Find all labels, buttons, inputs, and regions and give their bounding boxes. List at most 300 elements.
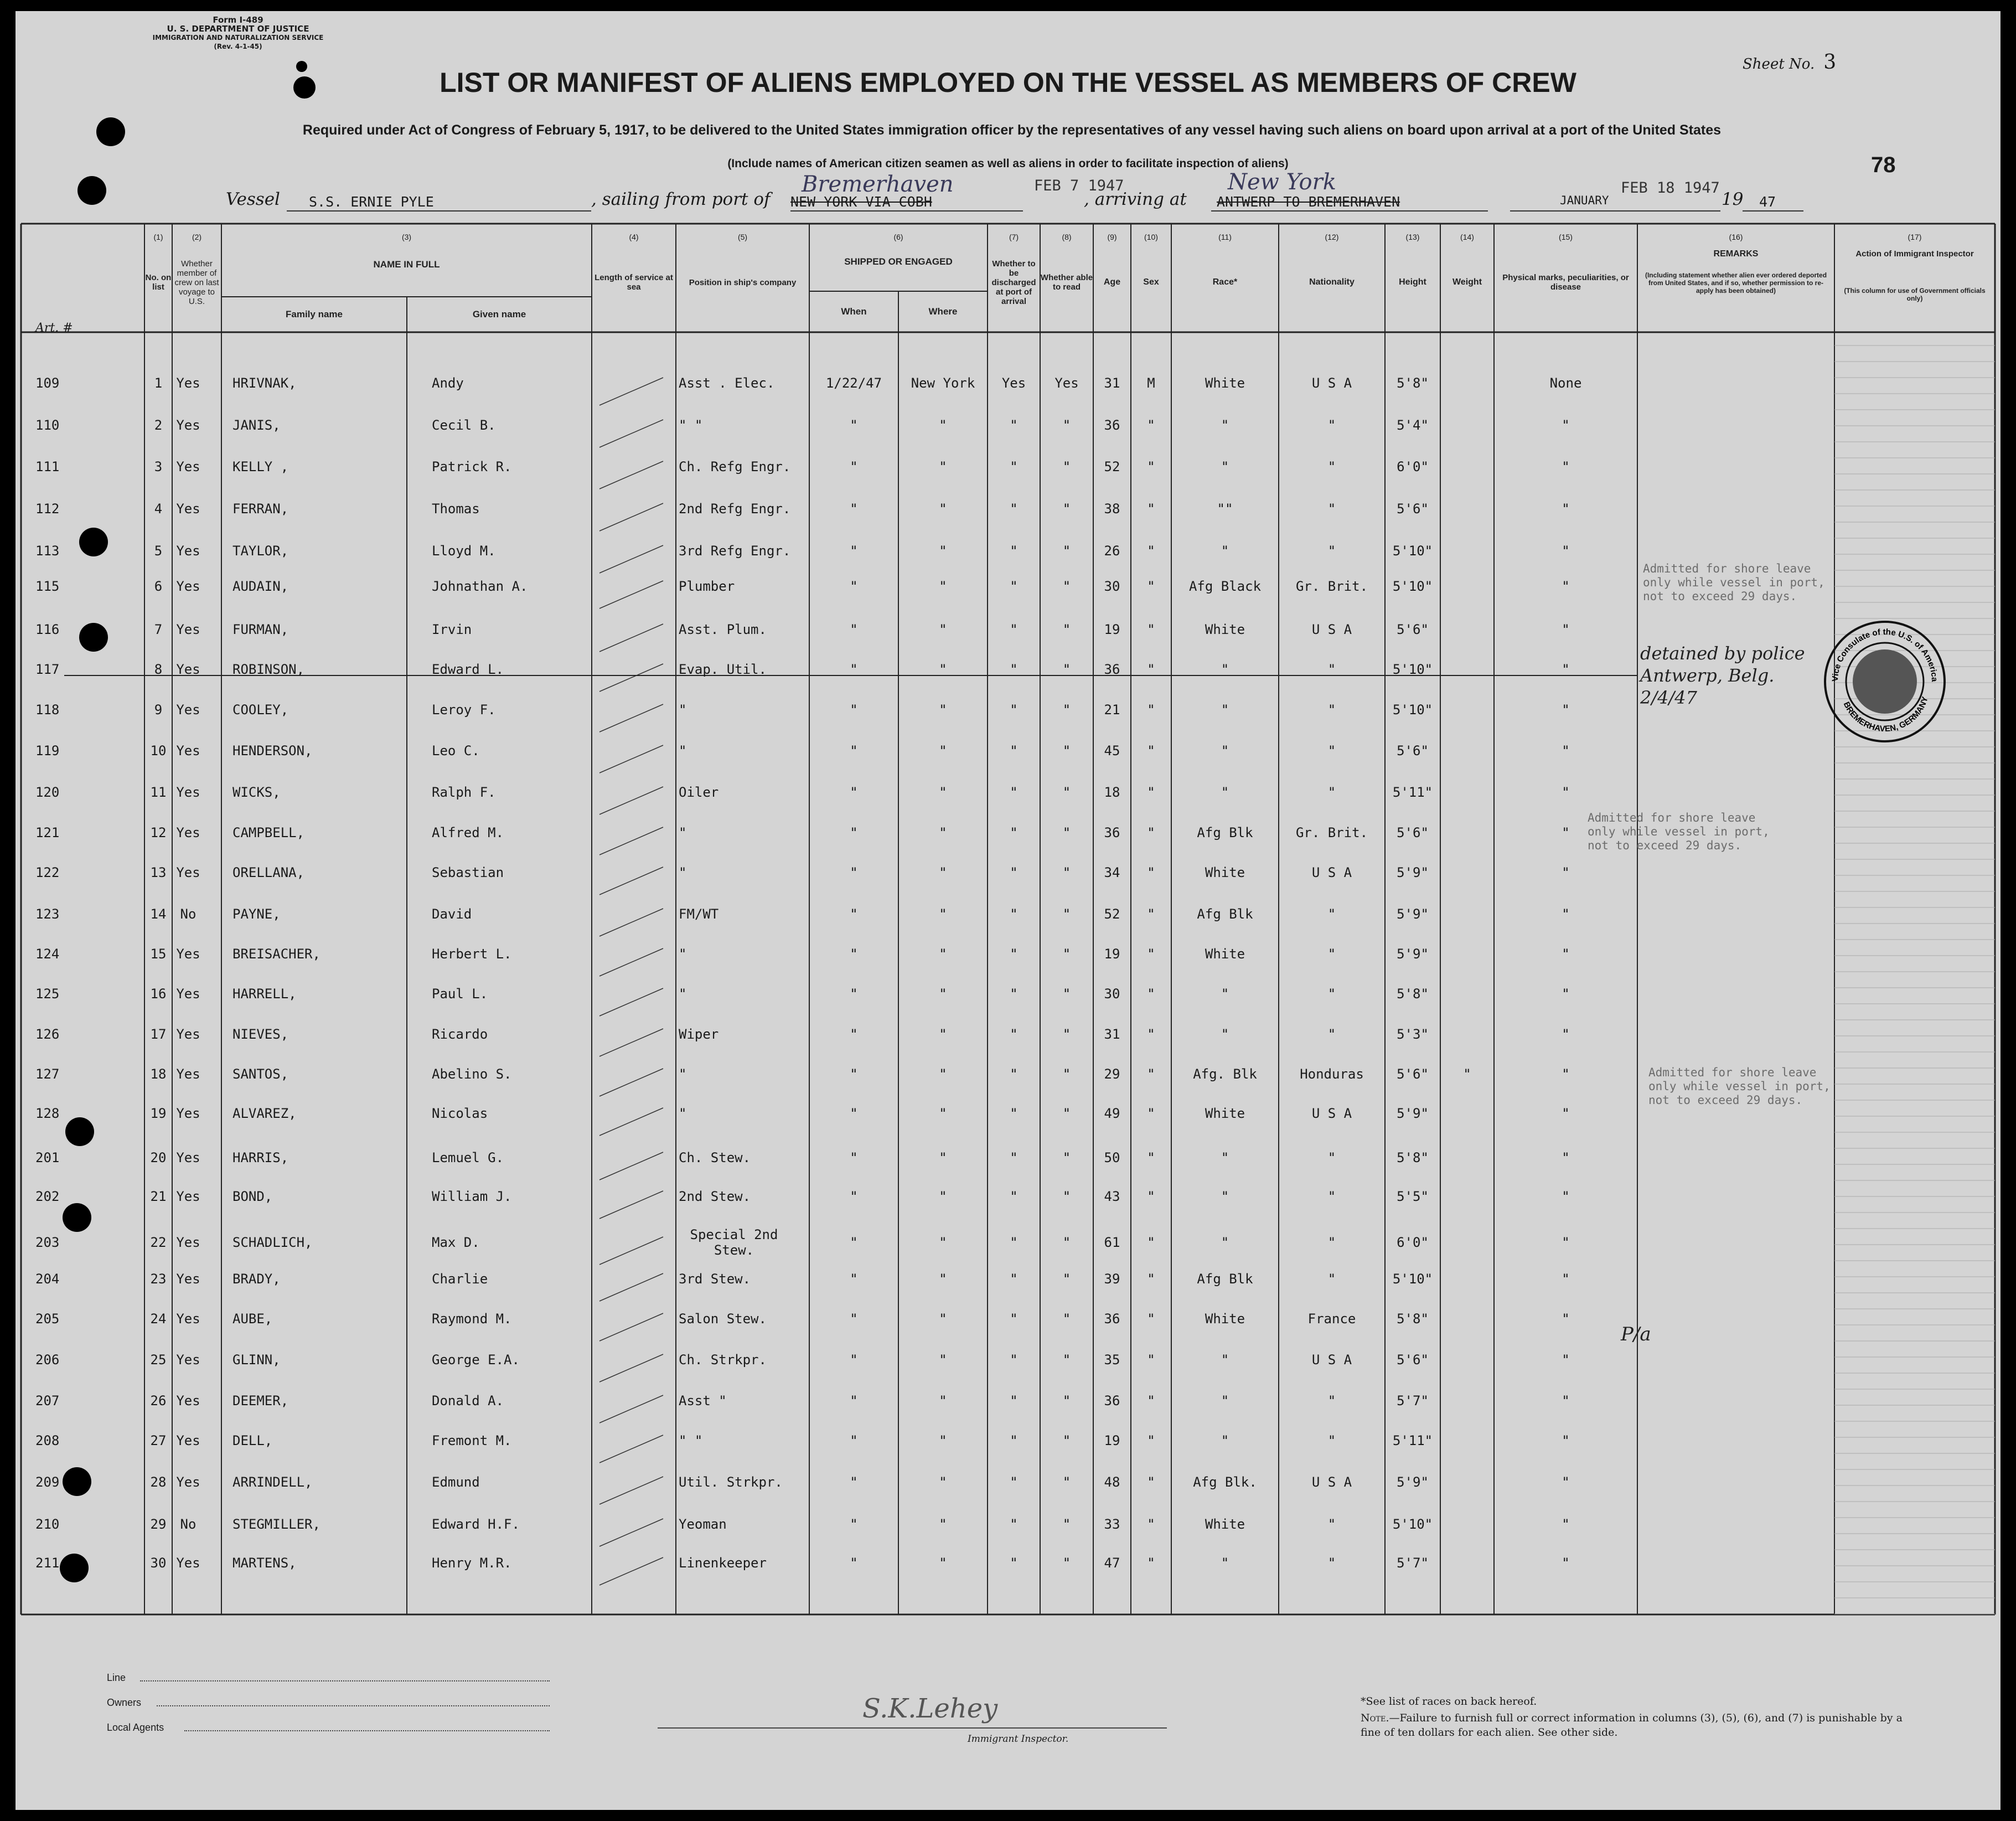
nationality: " — [1327, 459, 1336, 474]
sex: " — [1147, 1555, 1155, 1571]
height: 5'9" — [1397, 1474, 1429, 1490]
physical-marks: " — [1562, 622, 1570, 637]
physical-marks: " — [1562, 906, 1570, 922]
shipped-when: " — [850, 702, 858, 718]
physical-marks: " — [1562, 1150, 1570, 1165]
member-flag: Yes — [176, 1189, 200, 1204]
age: 19 — [1104, 946, 1120, 962]
shipped-when: " — [850, 662, 858, 677]
race: White — [1205, 946, 1245, 962]
height: 5'10" — [1392, 662, 1433, 677]
row-number: 8 — [154, 662, 163, 677]
shipped-when: " — [850, 1235, 858, 1250]
row-number: 23 — [150, 1271, 167, 1287]
member-flag: Yes — [176, 865, 200, 880]
row-number: 20 — [150, 1150, 167, 1165]
able-to-read: " — [1062, 906, 1071, 922]
art-number: 118 — [35, 702, 60, 718]
race: " — [1221, 417, 1229, 433]
column-number: (4) — [629, 233, 639, 241]
sailing-from-handwritten: Bremerhaven — [802, 172, 954, 197]
family-name: ORELLANA, — [232, 865, 305, 880]
family-name: GLINN, — [232, 1352, 281, 1368]
art-number-label: Art. # — [35, 321, 73, 335]
height: 5'9" — [1397, 906, 1429, 922]
member-flag: Yes — [176, 1026, 200, 1042]
col-member-header: Whether member of crew on last voyage to U.S. — [174, 259, 219, 306]
physical-marks: " — [1562, 1555, 1570, 1571]
seal-text-top: Vice Consulate of the U.S. of America — [1830, 627, 1940, 682]
art-number: 120 — [35, 785, 60, 800]
column-number: (3) — [401, 233, 412, 241]
nationality: " — [1327, 986, 1336, 1002]
position: " — [679, 702, 687, 718]
sex: " — [1147, 1189, 1155, 1204]
position: Asst . Elec. — [679, 375, 775, 391]
nationality: U S A — [1311, 622, 1352, 637]
row-number: 4 — [154, 501, 163, 517]
col-race-header: Race* — [1212, 277, 1238, 287]
discharged-flag: " — [1010, 622, 1018, 637]
physical-marks: " — [1562, 1352, 1570, 1368]
column-number: (16) — [1729, 233, 1743, 241]
given-name: Herbert L. — [432, 946, 512, 962]
col-where-header: Where — [928, 306, 958, 317]
shipped-when: " — [850, 459, 858, 474]
height: 5'10" — [1392, 543, 1433, 559]
member-flag: Yes — [176, 579, 200, 594]
shipped-when: " — [850, 1393, 858, 1409]
row-number: 29 — [150, 1516, 167, 1532]
col-shipped-header: SHIPPED OR ENGAGED — [844, 256, 953, 267]
age: 18 — [1104, 785, 1120, 800]
nationality: Gr. Brit. — [1295, 579, 1368, 594]
physical-marks: " — [1562, 417, 1570, 433]
sex: " — [1147, 1106, 1155, 1121]
position: Special 2nd Stew. — [690, 1227, 778, 1258]
height: 5'6" — [1397, 1352, 1429, 1368]
sex: " — [1147, 702, 1155, 718]
column-number: (1) — [153, 233, 163, 241]
discharged-flag: " — [1010, 946, 1018, 962]
family-name: BREISACHER, — [232, 946, 321, 962]
row-number: 24 — [150, 1311, 167, 1327]
given-name: Patrick R. — [432, 459, 512, 474]
inspector-label: Immigrant Inspector. — [968, 1734, 1069, 1745]
sheet-number: 3 — [1823, 51, 1837, 74]
physical-marks: " — [1562, 785, 1570, 800]
remark-shore-leave-1: Admitted for shore leave only while vessel in port, not to exceed 29 days. — [1643, 562, 1825, 603]
height: 5'6" — [1397, 743, 1429, 759]
given-name: Thomas — [432, 501, 480, 517]
height: 5'8" — [1397, 375, 1429, 391]
discharged-flag: " — [1010, 1235, 1018, 1250]
column-number: (12) — [1325, 233, 1339, 241]
column-number: (17) — [1908, 233, 1922, 241]
member-flag: Yes — [176, 375, 200, 391]
art-number: 123 — [35, 906, 60, 922]
art-number: 207 — [35, 1393, 60, 1409]
member-flag: Yes — [176, 743, 200, 759]
age: 50 — [1104, 1150, 1120, 1165]
shipped-when: " — [850, 1474, 858, 1490]
discharged-flag: " — [1010, 785, 1018, 800]
given-name: Edward H.F. — [432, 1516, 520, 1532]
nationality: U S A — [1311, 1106, 1352, 1121]
position: " — [679, 825, 687, 840]
length-dash-mark — [599, 1313, 663, 1341]
nationality: " — [1327, 743, 1336, 759]
position: " — [679, 743, 687, 759]
art-number: 208 — [35, 1433, 60, 1448]
position: " — [679, 1106, 687, 1121]
physical-marks: " — [1562, 946, 1570, 962]
art-number: 113 — [35, 543, 60, 559]
family-name: SANTOS, — [232, 1066, 289, 1082]
art-number: 116 — [35, 622, 60, 637]
punch-hole — [63, 1203, 91, 1232]
page-number: 78 — [1871, 153, 1896, 177]
member-flag: Yes — [176, 1352, 200, 1368]
nationality: " — [1327, 906, 1336, 922]
height: 5'4" — [1397, 417, 1429, 433]
physical-marks: " — [1562, 825, 1570, 840]
punch-hole — [296, 61, 307, 72]
age: 19 — [1104, 622, 1120, 637]
sex: " — [1147, 1271, 1155, 1287]
sex: " — [1147, 501, 1155, 517]
art-number: 202 — [35, 1189, 60, 1204]
given-name: Henry M.R. — [432, 1555, 512, 1571]
family-name: MARTENS, — [232, 1555, 297, 1571]
discharged-flag: " — [1010, 1433, 1018, 1448]
sex: " — [1147, 1235, 1155, 1250]
age: 34 — [1104, 865, 1120, 880]
physical-marks: " — [1562, 1235, 1570, 1250]
discharged-flag: " — [1010, 1474, 1018, 1490]
race: Afg Blk — [1197, 1271, 1253, 1287]
able-to-read: " — [1062, 662, 1071, 677]
art-number: 112 — [35, 501, 60, 517]
physical-marks: " — [1562, 1516, 1570, 1532]
race: " — [1221, 1433, 1229, 1448]
shipped-where: " — [939, 1352, 947, 1368]
able-to-read: " — [1062, 579, 1071, 594]
filed-stamp-date: FEB 18 1947 — [1621, 179, 1720, 197]
family-name: NIEVES, — [232, 1026, 289, 1042]
given-name: Paul L. — [432, 986, 488, 1002]
punch-hole — [63, 1467, 91, 1496]
age: 52 — [1104, 459, 1120, 474]
shipped-where: " — [939, 1311, 947, 1327]
able-to-read: " — [1062, 1026, 1071, 1042]
race: " — [1221, 1026, 1229, 1042]
shipped-where: " — [939, 986, 947, 1002]
nationality: Honduras — [1300, 1066, 1364, 1082]
penalty-note — [1361, 1711, 1903, 1740]
height: 5'6" — [1397, 501, 1429, 517]
given-name: Andy — [432, 375, 464, 391]
nationality: " — [1327, 543, 1336, 559]
discharged-flag: " — [1010, 662, 1018, 677]
given-name: Lemuel G. — [432, 1150, 504, 1165]
position: " — [679, 986, 687, 1002]
race: " — [1221, 662, 1229, 677]
length-dash-mark — [599, 704, 663, 732]
able-to-read: " — [1062, 1150, 1071, 1165]
discharged-flag: " — [1010, 501, 1018, 517]
length-dash-mark — [599, 1191, 663, 1219]
race: " — [1221, 743, 1229, 759]
discharged-flag: " — [1010, 906, 1018, 922]
able-to-read: " — [1062, 1066, 1071, 1082]
discharged-flag: " — [1010, 1393, 1018, 1409]
col-given-header: Given name — [472, 309, 526, 319]
row-number: 12 — [150, 825, 167, 840]
col-length-header: Length of service at sea — [595, 273, 673, 292]
column-number: (2) — [192, 233, 202, 241]
row-number: 27 — [150, 1433, 167, 1448]
shipped-where: " — [939, 1271, 947, 1287]
discharged-flag: " — [1010, 417, 1018, 433]
family-name: HRIVNAK, — [232, 375, 297, 391]
shipped-where: " — [939, 579, 947, 594]
column-number: (15) — [1559, 233, 1573, 241]
age: 36 — [1104, 1393, 1120, 1409]
length-dash-mark — [599, 1029, 663, 1056]
age: 48 — [1104, 1474, 1120, 1490]
age: 29 — [1104, 1066, 1120, 1082]
height: 5'10" — [1392, 579, 1433, 594]
discharged-flag: Yes — [1001, 375, 1026, 391]
col-when-header: When — [841, 306, 867, 317]
height: 5'11" — [1392, 1433, 1433, 1448]
art-number: 110 — [35, 417, 60, 433]
position: Asst. Plum. — [679, 622, 767, 637]
given-name: Edmund — [432, 1474, 480, 1490]
shipped-where: " — [939, 1393, 947, 1409]
length-dash-mark — [599, 948, 663, 976]
row-number: 3 — [154, 459, 163, 474]
shipped-when: " — [850, 579, 858, 594]
height: 5'10" — [1392, 1516, 1433, 1532]
sex: " — [1147, 986, 1155, 1002]
shipped-when: " — [850, 1311, 858, 1327]
race: " — [1221, 459, 1229, 474]
length-dash-mark — [599, 1152, 663, 1180]
column-number: (8) — [1062, 233, 1072, 241]
age: 33 — [1104, 1516, 1120, 1532]
physical-marks: " — [1562, 1311, 1570, 1327]
col-height-header: Height — [1399, 277, 1426, 287]
physical-marks: " — [1562, 1189, 1570, 1204]
shipped-where: " — [939, 1026, 947, 1042]
art-number: 204 — [35, 1271, 60, 1287]
age: 30 — [1104, 986, 1120, 1002]
position: Linenkeeper — [679, 1555, 767, 1571]
sex: " — [1147, 1474, 1155, 1490]
position: Ch. Stew. — [679, 1150, 751, 1165]
position: 3rd Stew. — [679, 1271, 751, 1287]
given-name: Sebastian — [432, 865, 504, 880]
length-dash-mark — [599, 581, 663, 608]
shipped-where: " — [939, 906, 947, 922]
member-flag: Yes — [176, 702, 200, 718]
able-to-read: " — [1062, 825, 1071, 840]
col-read-header: Whether able to read — [1040, 273, 1093, 292]
nationality: " — [1327, 1271, 1336, 1287]
able-to-read: " — [1062, 1393, 1071, 1409]
race: " — [1221, 702, 1229, 718]
able-to-read: " — [1062, 417, 1071, 433]
height: 5'8" — [1397, 986, 1429, 1002]
seal-text-bottom: BREMERHAVEN, GERMANY — [1841, 695, 1930, 734]
sex: " — [1147, 417, 1155, 433]
length-dash-mark — [599, 1557, 663, 1585]
member-flag: Yes — [176, 501, 200, 517]
given-name: Donald A. — [432, 1393, 504, 1409]
family-name: HENDERSON, — [232, 743, 313, 759]
punch-hole — [79, 528, 108, 556]
age: 36 — [1104, 417, 1120, 433]
able-to-read: " — [1062, 1311, 1071, 1327]
age: 36 — [1104, 662, 1120, 677]
sex: " — [1147, 946, 1155, 962]
nationality: " — [1327, 662, 1336, 677]
family-name: FERRAN, — [232, 501, 289, 517]
race: White — [1205, 1311, 1245, 1327]
discharged-flag: " — [1010, 702, 1018, 718]
shipped-where: " — [939, 946, 947, 962]
race: Afg Blk. — [1193, 1474, 1257, 1490]
height: 6'0" — [1397, 459, 1429, 474]
race: White — [1205, 1516, 1245, 1532]
col-discharged-header: Whether to be discharged at port of arrival — [991, 259, 1036, 306]
shipped-when: " — [850, 622, 858, 637]
col-nationality-header: Nationality — [1309, 277, 1355, 287]
age: 45 — [1104, 743, 1120, 759]
length-dash-mark — [599, 664, 663, 692]
family-name: CAMPBELL, — [232, 825, 305, 840]
row-number: 18 — [150, 1066, 167, 1082]
nationality: " — [1327, 785, 1336, 800]
shipped-where: " — [939, 1433, 947, 1448]
sex: " — [1147, 785, 1155, 800]
race: " — [1221, 543, 1229, 559]
position: Oiler — [679, 785, 719, 800]
sex: " — [1147, 622, 1155, 637]
nationality: U S A — [1311, 1474, 1352, 1490]
discharged-flag: " — [1010, 1271, 1018, 1287]
discharged-flag: " — [1010, 1555, 1018, 1571]
shipped-when: " — [850, 946, 858, 962]
member-flag: Yes — [176, 1235, 200, 1250]
row-number: 9 — [154, 702, 163, 718]
col-sex-header: Sex — [1143, 277, 1159, 287]
race: " — [1221, 986, 1229, 1002]
able-to-read: " — [1062, 543, 1071, 559]
length-dash-mark — [599, 1395, 663, 1423]
length-dash-mark — [599, 1354, 663, 1382]
row-number: 5 — [154, 543, 163, 559]
shipped-where: " — [939, 622, 947, 637]
shipped-where: " — [939, 1150, 947, 1165]
age: 19 — [1104, 1433, 1120, 1448]
age: 26 — [1104, 543, 1120, 559]
position: 2nd Stew. — [679, 1189, 751, 1204]
art-number: 109 — [35, 375, 60, 391]
position: " — [679, 865, 687, 880]
family-name: COOLEY, — [232, 702, 289, 718]
family-name: ARRINDELL, — [232, 1474, 313, 1490]
age: 21 — [1104, 702, 1120, 718]
row-number: 6 — [154, 579, 163, 594]
discharged-flag: " — [1010, 1352, 1018, 1368]
sex: " — [1147, 459, 1155, 474]
sex: " — [1147, 1066, 1155, 1082]
sex: " — [1147, 1393, 1155, 1409]
position: " " — [679, 417, 703, 433]
able-to-read: " — [1062, 946, 1071, 962]
length-dash-mark — [599, 624, 663, 652]
row-number: 22 — [150, 1235, 167, 1250]
member-flag: Yes — [176, 1474, 200, 1490]
height: 5'7" — [1397, 1555, 1429, 1571]
row-number: 13 — [150, 865, 167, 880]
footer-agents-label: Local Agents — [107, 1722, 164, 1733]
given-name: Irvin — [432, 622, 472, 637]
length-dash-mark — [599, 988, 663, 1016]
able-to-read: " — [1062, 1106, 1071, 1121]
length-dash-mark — [599, 867, 663, 895]
inspector-signature: S.K.Lehey — [862, 1693, 998, 1724]
races-footnote: *See list of races on back hereof. — [1361, 1695, 1537, 1707]
race: Afg Black — [1188, 579, 1262, 594]
sex: " — [1147, 825, 1155, 840]
family-name: BOND, — [232, 1189, 273, 1204]
consulate-seal — [1821, 618, 1948, 745]
shipped-where: " — [939, 785, 947, 800]
member-flag: Yes — [176, 1271, 200, 1287]
col-action-note: (This column for use of Government officials only) — [1844, 287, 1986, 302]
physical-marks: " — [1562, 743, 1570, 759]
given-name: Lloyd M. — [432, 543, 496, 559]
nationality: " — [1327, 1555, 1336, 1571]
given-name: Nicolas — [432, 1106, 488, 1121]
height: 5'9" — [1397, 946, 1429, 962]
shipped-when: " — [850, 1150, 858, 1165]
column-number: (9) — [1107, 233, 1117, 241]
sex: " — [1147, 1026, 1155, 1042]
member-flag: No — [180, 906, 197, 922]
nationality: " — [1327, 417, 1336, 433]
shipped-when: " — [850, 1106, 858, 1121]
col-physical-header: Physical marks, peculiarities, or disease — [1502, 273, 1629, 292]
position: Util. Strkpr. — [679, 1474, 783, 1490]
position: Plumber — [679, 579, 735, 594]
discharged-flag: " — [1010, 1516, 1018, 1532]
able-to-read: " — [1062, 1555, 1071, 1571]
family-name: WICKS, — [232, 785, 281, 800]
shipped-when: " — [850, 1555, 858, 1571]
race: " — [1221, 1189, 1229, 1204]
physical-marks: " — [1562, 1433, 1570, 1448]
height: 5'5" — [1397, 1189, 1429, 1204]
able-to-read: " — [1062, 865, 1071, 880]
member-flag: Yes — [176, 1311, 200, 1327]
member-flag: Yes — [176, 1555, 200, 1571]
position: Yeoman — [679, 1516, 727, 1532]
